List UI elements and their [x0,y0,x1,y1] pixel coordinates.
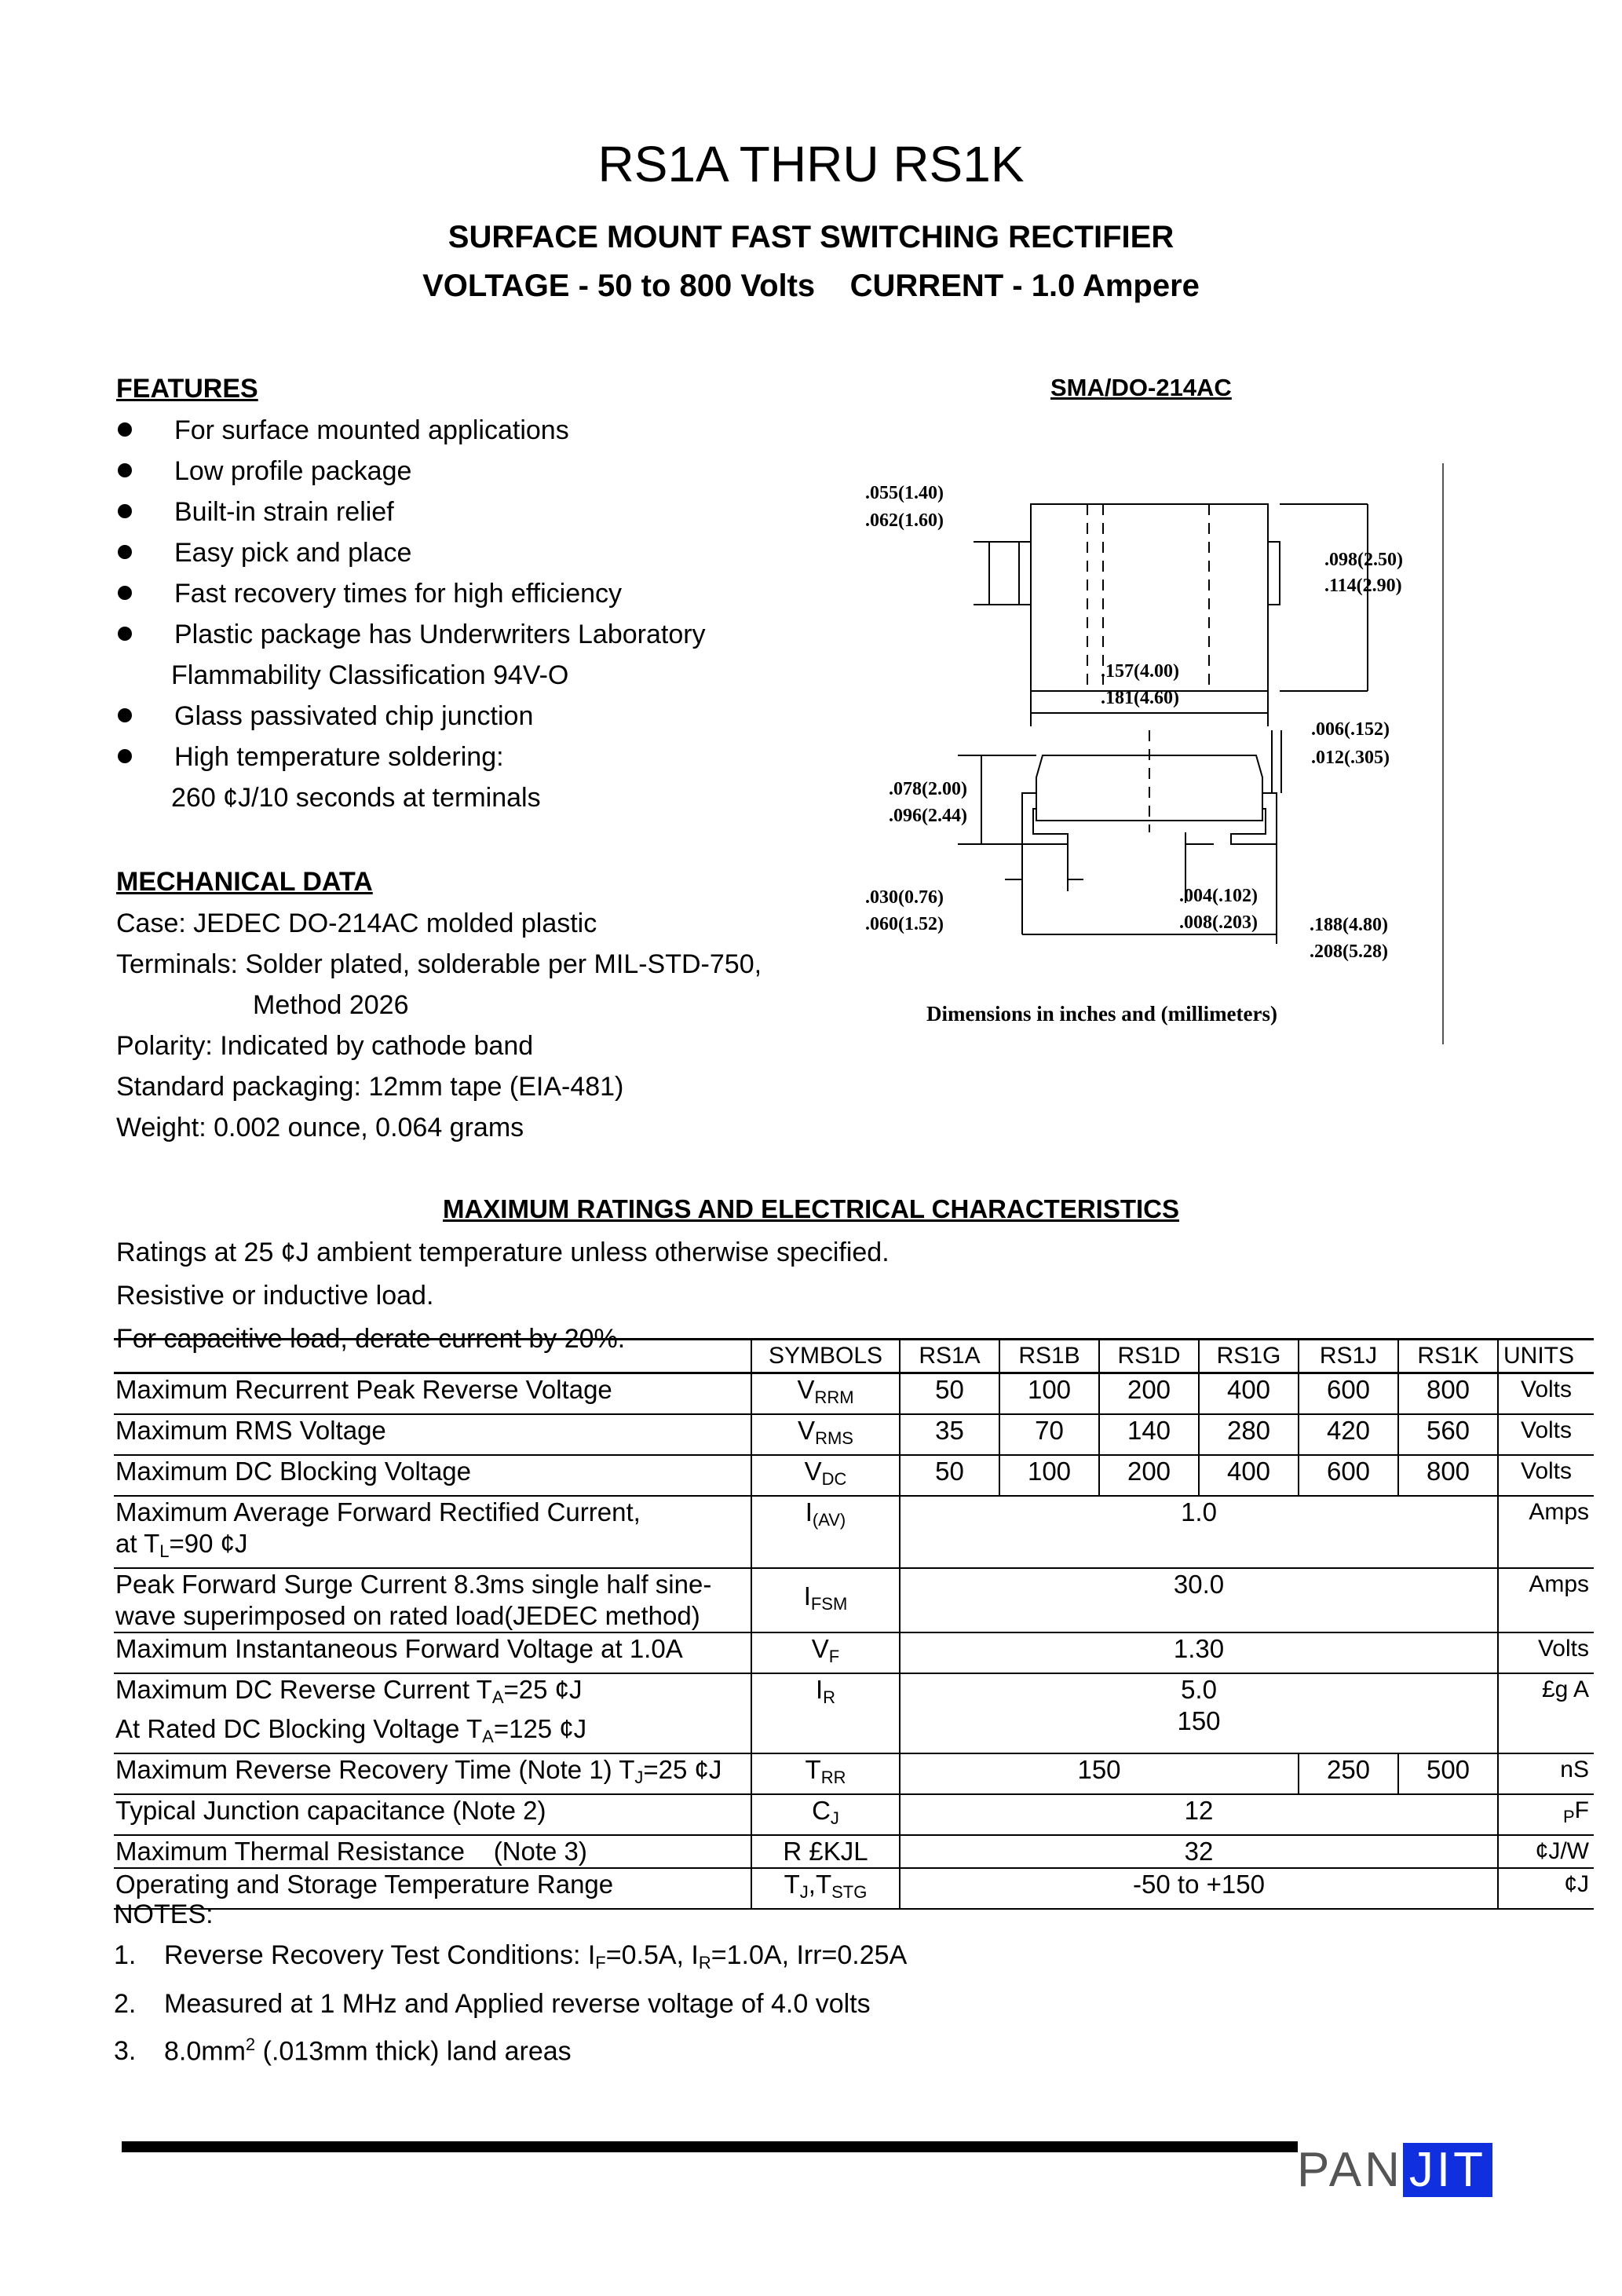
dim-label: .188(4.80) [1310,915,1388,935]
value-cell: 1.0 [900,1496,1498,1568]
value-cell: 30.0 [900,1568,1498,1632]
packaging-line: Standard packaging: 12mm tape (EIA-481) [116,1072,624,1102]
unit-cell: Amps [1498,1568,1594,1632]
symbol-cell: $T_J,T_{STG}$ [751,1868,900,1909]
lead-left-side-view [1022,793,1068,844]
unit-cell: Volts [1498,1632,1594,1673]
features-list [116,410,823,818]
value-cell: 600 [1299,1373,1398,1415]
value-cell: 560 [1398,1414,1498,1455]
row-label: Maximum Average Forward Rectified Current, at $T_L=90$ ¢J [114,1496,751,1568]
bullet-icon [118,463,132,477]
list-item: For surface mounted applications [116,410,823,451]
voltage-rating: VOLTAGE - 50 to 800 Volts [422,269,816,303]
value-cell: 600 [1299,1455,1398,1496]
footer-bar [122,2141,1298,2152]
value-cell: 250 [1299,1753,1398,1794]
bullet-icon [118,627,132,641]
unit-cell: nS [1498,1753,1594,1794]
bullet-icon [118,545,132,559]
unit-cell: £g A [1498,1673,1594,1753]
bullet-icon [118,422,132,437]
dim-label: .008(.203) [1179,912,1258,933]
package-heading: SMA/DO-214AC [1050,374,1232,401]
table-header-row [114,1340,1594,1373]
value-cell: 280 [1199,1414,1299,1455]
row-label: Maximum DC Reverse Current $T_A=25$ ¢J At Rated DC Blocking Voltage $T_A=125$ ¢J [114,1673,751,1753]
dim-label: .062(1.60) [865,510,944,531]
subtitle: SURFACE MOUNT FAST SWITCHING RECTIFIER [448,220,1174,254]
value-cell: 500 [1398,1753,1498,1794]
value-cell: 70 [999,1414,1099,1455]
dim-label: .208(5.28) [1310,941,1388,962]
table-row [114,1373,1594,1415]
value-cell: 35 [900,1414,999,1455]
table-row [114,1414,1594,1455]
features-heading: FEATURES [116,374,258,404]
list-item: Easy pick and place [116,532,823,573]
dim-label: .060(1.52) [865,914,944,934]
case-line: Case: JEDEC DO-214AC molded plastic [116,909,597,938]
header-cell: RS1D [1099,1340,1199,1373]
notes-heading: NOTES: [114,1899,214,1929]
symbol-cell: $V_{RMS}$ [751,1414,900,1455]
weight-line: Weight: 0.002 ounce, 0.064 grams [116,1113,524,1143]
value-cell: 50 [900,1455,999,1496]
lead-left-top-view [1019,542,1031,605]
unit-cell: Volts [1498,1414,1594,1455]
row-label: Maximum Reverse Recovery Time (Note 1) $T_J=25$ ¢J [114,1753,751,1794]
mechanical-data [116,903,823,1148]
unit-cell: Volts [1498,1373,1594,1415]
bullet-icon [118,749,132,763]
unit-cell: ¢J [1498,1868,1594,1909]
note-item: 1. Reverse Recovery Test Conditions: $I_F=0.5A$, $I_R=1.0A$, Irr=0.25A [114,1940,908,1972]
terminals-line: Terminals: Solder plated, solderable per MIL-STD-750, [116,949,762,979]
dim-label: .181(4.60) [1101,688,1179,708]
header-cell: SYMBOLS [751,1340,900,1373]
unit-cell: Amps [1498,1496,1594,1568]
method-line: Method 2026 [253,990,409,1020]
dim-label: .012(.305) [1311,748,1390,768]
table-row [114,1496,1594,1568]
intro-line: Ratings at 25 ¢J ambient temperature unless otherwise specified. [116,1238,890,1267]
value-cell: 150 [900,1753,1299,1794]
value-cell: 420 [1299,1414,1398,1455]
symbol-cell: $V_{DC}$ [751,1455,900,1496]
header-cell: RS1G [1199,1340,1299,1373]
list-item: Plastic package has Underwriters Laboratory Flammability Classification 94V-O [116,614,823,696]
mechanical-heading: MECHANICAL DATA [116,867,373,897]
value-cell: 800 [1398,1455,1498,1496]
symbol-cell: $I_{(AV)}$ [751,1496,900,1568]
list-item: Fast recovery times for high efficiency [116,573,823,614]
list-item: High temperature soldering: 260 ¢J/10 seconds at terminals [116,737,823,818]
symbol-cell: $T_{RR}$ [751,1753,900,1794]
row-label: Maximum Instantaneous Forward Voltage at 1.0A [114,1632,751,1673]
header-cell: RS1A [900,1340,999,1373]
table-row [114,1673,1594,1753]
package-outline-diagram [848,463,1460,1052]
table-row [114,1632,1594,1673]
dim-label: .006(.152) [1311,719,1390,740]
dim-label: .098(2.50) [1324,550,1403,570]
intro-line: Resistive or inductive load. [116,1281,434,1311]
list-item: Built-in strain relief [116,492,823,532]
row-label: Operating and Storage Temperature Range [114,1868,751,1909]
value-cell: 140 [1099,1414,1199,1455]
value-cell: 32 [900,1835,1498,1868]
header-cell: RS1J [1299,1340,1398,1373]
dim-label: .055(1.40) [865,483,944,503]
row-label: Typical Junction capacitance (Note 2) [114,1794,751,1835]
table-row [114,1794,1594,1835]
symbol-cell: $V_{RRM}$ [751,1373,900,1415]
value-cell: 50 [900,1373,999,1415]
value-cell: 12 [900,1794,1498,1835]
ratings-table [114,1338,1594,1910]
unit-cell: Volts [1498,1455,1594,1496]
value-cell: 400 [1199,1373,1299,1415]
dim-label: .157(4.00) [1101,661,1179,682]
unit-cell: ¢J/W [1498,1835,1594,1868]
current-rating: CURRENT - 1.0 Ampere [849,269,1200,303]
intro-line: For capacitive load, derate current by 20%. [116,1324,626,1354]
header-cell: RS1K [1398,1340,1498,1373]
bullet-icon [118,708,132,722]
row-label: Maximum DC Blocking Voltage [114,1455,751,1496]
page-title: RS1A THRU RS1K [597,136,1025,192]
list-item: Glass passivated chip junction [116,696,823,737]
header-cell: UNITS [1498,1340,1594,1373]
symbol-cell: $V_F$ [751,1632,900,1673]
note-item: 2. Measured at 1 MHz and Applied reverse voltage of 4.0 volts [114,1989,871,2019]
value-cell: 200 [1099,1373,1199,1415]
symbol-cell: $C_J$ [751,1794,900,1835]
dim-label: .030(0.76) [865,887,944,908]
value-cell: -50 to +150 [900,1868,1498,1909]
unit-cell: $_P$F [1498,1794,1594,1835]
table-row [114,1753,1594,1794]
table-row [114,1568,1594,1632]
bullet-icon [118,504,132,518]
row-label: Maximum Thermal Resistance (Note 3) [114,1835,751,1868]
panjit-logo: PAN JIT [1297,2142,1492,2198]
dim-label: .004(.102) [1179,886,1258,906]
value-cell: 800 [1398,1373,1498,1415]
dim-label: .114(2.90) [1324,576,1402,596]
ratings-heading: MAXIMUM RATINGS AND ELECTRICAL CHARACTERISTICS [442,1194,1180,1223]
symbol-cell: $I_{FSM}$ [751,1568,900,1632]
header-cell: RS1B [999,1340,1099,1373]
voltage-current-line [0,269,1622,304]
value-cell: 5.0 150 [900,1673,1498,1753]
value-cell: 1.30 [900,1632,1498,1673]
dim-label: .096(2.44) [889,806,967,826]
note-item: 3. $8.0mm^2$ (.013mm thick) land areas [114,2035,572,2067]
list-item: Low profile package [116,451,823,492]
polarity-line: Polarity: Indicated by cathode band [116,1031,534,1061]
row-label: Maximum RMS Voltage [114,1414,751,1455]
diagram-caption: Dimensions in inches and (millimeters) [926,1002,1278,1026]
table-row [114,1455,1594,1496]
value-cell: 200 [1099,1455,1199,1496]
symbol-cell: R £KJL [751,1835,900,1868]
value-cell: 100 [999,1455,1099,1496]
bullet-icon [118,586,132,600]
table-row [114,1835,1594,1868]
row-label: Maximum Recurrent Peak Reverse Voltage [114,1373,751,1415]
value-cell: 400 [1199,1455,1299,1496]
notes [114,1894,907,2071]
lead-right-side-view [1231,793,1277,844]
header-cell [114,1340,751,1373]
row-label: Peak Forward Surge Current 8.3ms single half sine- wave superimposed on rated load(JEDEC method) [114,1568,751,1632]
lead-right-top-view [1268,542,1280,605]
symbol-cell: $I_R$ [751,1673,900,1753]
dim-label: .078(2.00) [889,779,967,799]
value-cell: 100 [999,1373,1099,1415]
